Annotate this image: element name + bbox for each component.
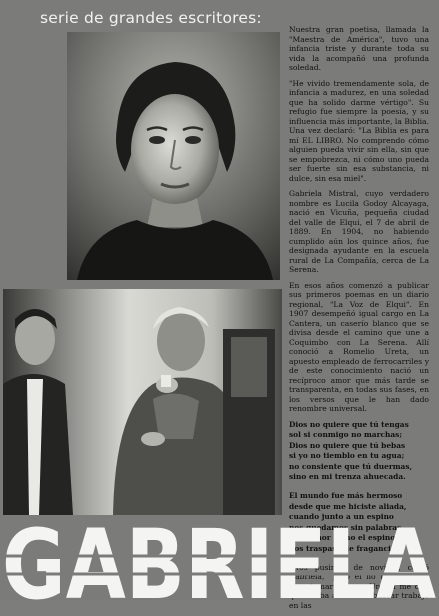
title-text: GABRIELA bbox=[2, 516, 436, 606]
paragraph-poems: En esos años comenzó a publicar sus primeros poemas en un diario regional, "La Voz de Elqui". En 1907 desempeñó igual cargo en La Cantera, un caserío blanco que se divisa desde el camino que une a Coquimbo con La Serena. Allí conoció a Romelio Ureta, un apuesto empleado de ferrocarriles y de este conocimiento nació un recíproco amor que más tarde se transparenta, en todas sus fases, en los versos que le han dado renombre universal. bbox=[289, 280, 429, 413]
paragraph-intro: Nuestra gran poetisa, llamada la "Maestra de América", tuvo una infancia triste y durante toda su vida la acompañó una profunda soledad. bbox=[289, 25, 429, 72]
poem-line: Dios no quiere que tú bebas bbox=[289, 440, 406, 450]
poem-line: no consiente que tú duermas, bbox=[289, 461, 413, 471]
seated-group-photo bbox=[3, 289, 282, 515]
portrait-photo bbox=[67, 32, 280, 280]
title-gabriela bbox=[0, 516, 439, 606]
poem-line: sino en mi trenza ahuecada. bbox=[289, 472, 406, 482]
poem-line: Dios no quiere que tú tengas bbox=[289, 419, 409, 429]
poem-line: si yo no tiemblo en tu agua; bbox=[289, 451, 405, 461]
poem-line: desde que me hiciste aliada, bbox=[289, 501, 407, 511]
paragraph-birth: Gabriela Mistral, cuyo verdadero nombre es Lucila Godoy Alcayaga, nació en Vicuña, pequeña ciudad del valle de Elqui, el 7 de abril de 1889. En 1904, no habiendo cumplido aún los quince años, fue designada ayudante en la escuela rural de La Compañía, cerca de La Serena. bbox=[289, 189, 429, 274]
poem-line: El mundo fue más hermoso bbox=[289, 491, 403, 501]
poem-stanza-1 bbox=[289, 420, 429, 484]
paragraph-quote: "He vivido tremendamente sola, de infancia a madurez, en una soledad que ha solido darme vértigo". Su refugio fue siempre la poesía, y su influencia más importante, la Biblia. Una vez declaró: "La Biblia es para mí EL LIBRO. No comprendo cómo alguien pueda vivir sin ella, sin que se empobrezca, ni cómo uno pueda ser fuerte sin esa substancia, ni dulce, sin esa miel". bbox=[289, 78, 429, 183]
series-header: serie de grandes escritores: bbox=[40, 9, 262, 27]
poem-line: sol si conmigo no marchas; bbox=[289, 430, 403, 440]
poem-line: ¡y el amor como el espino bbox=[289, 533, 396, 543]
poem-line: cuando junto a un espino bbox=[289, 512, 394, 522]
poem-line: nos traspasó de fragancia! bbox=[289, 544, 399, 554]
poem-line: nos quedamos sin palabras, bbox=[289, 522, 404, 532]
paragraph-closing: "Nos pusimos de novios", contó Gabriela, "pero él no tenía dinero para tomar esposa. Un día me dijo que se iba al norte a buscar trabajo en las bbox=[289, 562, 429, 610]
